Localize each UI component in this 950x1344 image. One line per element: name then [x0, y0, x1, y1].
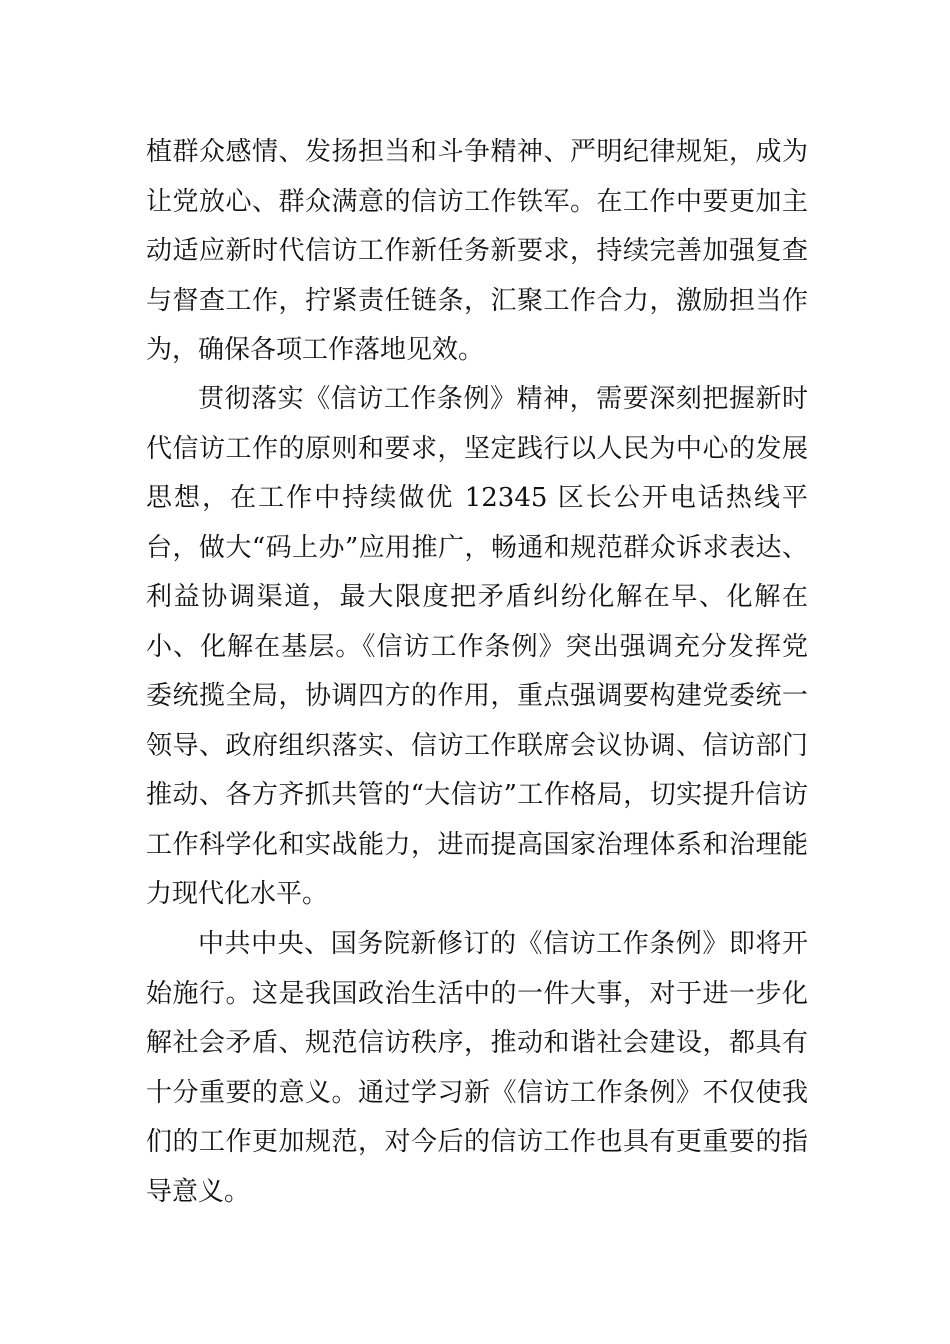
- paragraph-text: 植群众感情、发扬担当和斗争精神、严明纪律规矩，成为让党放心、群众满意的信访工作铁军。在工作中要更加主动适应新时代信访工作新任务新要求，持续完善加强复查与督查工作，拧紧责任链条，汇聚工作合力，激励担当作为，确保各项工作落地见效。: [146, 137, 808, 365]
- body-paragraph-3: [146, 920, 808, 1217]
- paragraph-text: 中共中央、国务院新修订的《信访工作条例》即将开始施行。这是我国政治生活中的一件大事，对于进一步化解社会矛盾、规范信访秩序，推动和谐社会建设，都具有十分重要的意义。通过学习新《信访工作条例》不仅使我们的工作更加规范，对今后的信访工作也具有更重要的指导意义。: [146, 929, 808, 1207]
- paragraph-text: 贯彻落实《信访工作条例》精神，需要深刻把握新时代信访工作的原则和要求，坚定践行以人民为中心的发展思想，在工作中持续做优 12345 区长公开电话热线平台，做大“码上办”应用推广，畅通和规范群众诉求表达、利益协调渠道，最大限度把矛盾纠纷化解在早、化解在小、化解在基层。《信访工作条例》突出强调充分发挥党委统揽全局，协调四方的作用，重点强调要构建党委统一领导、政府组织落实、信访工作联席会议协调、信访部门推动、各方齐抓共管的“大信访”工作格局，切实提升信访工作科学化和实战能力，进而提高国家治理体系和治理能力现代化水平。: [146, 384, 808, 909]
- body-paragraph-1: [146, 128, 808, 376]
- body-paragraph-2: [146, 375, 808, 920]
